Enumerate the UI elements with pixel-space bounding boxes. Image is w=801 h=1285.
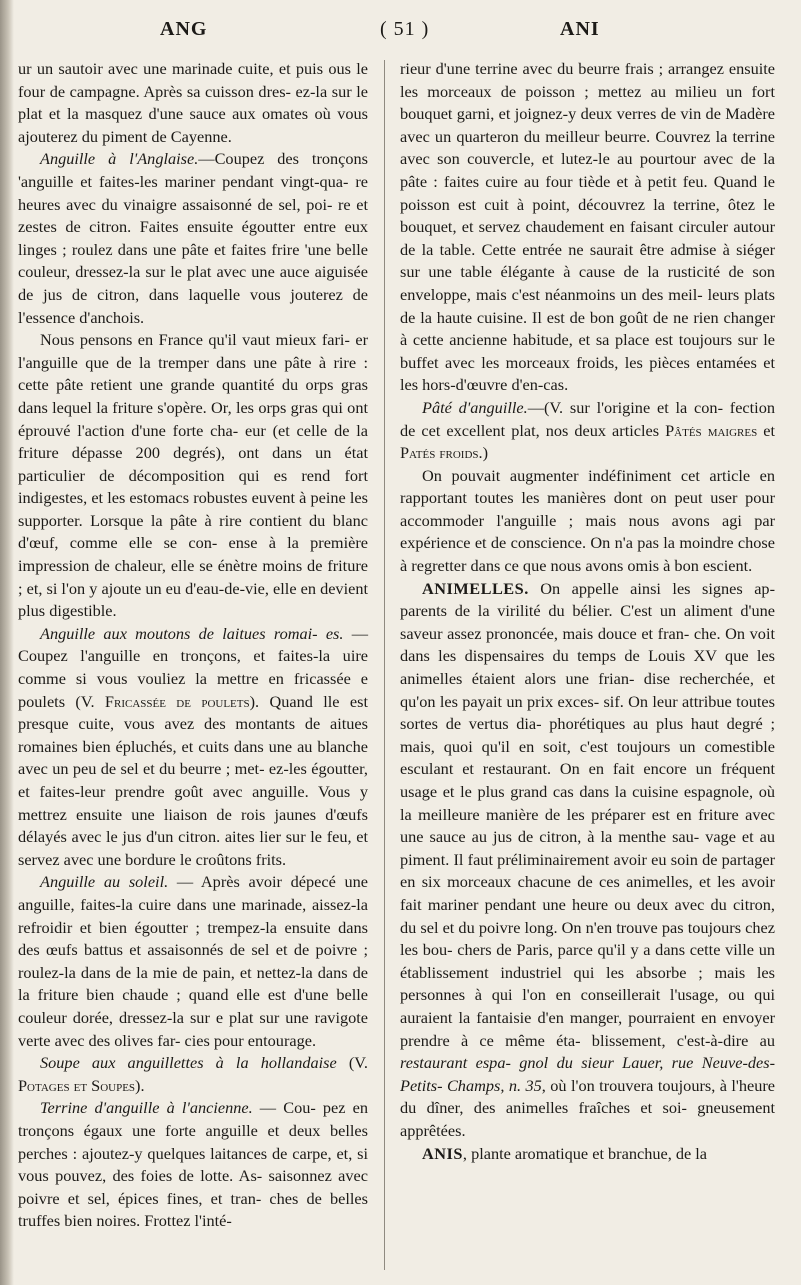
- cross-reference: Patés froids: [400, 443, 479, 463]
- right-column: [400, 58, 775, 1165]
- entry-text: , où l'on trouvera toujours, à l'heure du dîner, des animelles fraîches et soi- gneusement apprêtées.: [400, 1075, 776, 1140]
- entry-text: —Coupez des tronçons 'anguille et faites-les mariner pendant vingt-qua- re heures avec du vinaigre assaisonné de sel, poi- re et zestes de citron. Faites ensuite égoutter entre eux linges ; roulez dans une pâte et faites frire 'une belle couleur, dressez-la sur le plat avec une auce aiguisée de jus de citron, dans laquelle vous jouterez de l'essence d'anchois.: [18, 149, 368, 327]
- entry-text: , plante aromatique et branchue, de la: [462, 1143, 708, 1163]
- entry-text: (V.: [336, 1053, 368, 1073]
- entry-title: Terrine d'anguille à l'ancienne.: [40, 1098, 253, 1118]
- entry-italic-address: restaurant espa- gnol du sieur Lauer, rue Neuve-des-Petits- Champs, n. 35: [400, 1053, 775, 1095]
- entry-title: Anguille au soleil.: [40, 872, 169, 892]
- header-left-guide-word: ANG: [160, 18, 208, 40]
- entry-title: Anguille aux moutons de laitues romai- es.: [40, 623, 344, 643]
- entry-anis: [400, 1143, 775, 1166]
- page-binding-shadow: [0, 0, 14, 1285]
- entry-text: .): [478, 443, 489, 463]
- entry-text: On appelle ainsi les signes ap- parents de la virilité du bélier. C'est un aliment d'une saveur assez prononcée, mais douce et fran- che. On voit dans les dispensaires du temps de Louis XV que les animelles étaient alors une frian- dise recherchée, et qu'on les payait un prix exces- sif. On leur attribue toutes sortes de vertus dia- phorétiques au plus haut degré ; mais, quoi qu'il en soit, c'est toujours un comestible esculant et restaurant. On en fait encore un fréquent usage et le plus grand cas dans la cuisine espagnole, où la meilleure manière de les préparer est en friture avec une sauce au jus de citron, à la menthe sau- vage et au piment. Il faut préliminairement avoir eu soin de partager en six morceaux chacune de ces animelles, et les avoir fait mariner pendant une heure ou deux avec du citron, du sel et du poivre long. On n'en trouve pas toujours chez les bou- chers de Paris, parce qu'il y a dans cette ville un établissement industriel qui les absorbe ; mais les personnes à qui l'on en conseillerait l'usage, ou qui auraient la fantaisie d'en manger, pourraient en envoyer prendre à ce même éta- blissement, c'est-à-dire au: [400, 578, 775, 1050]
- entry-headword: ANIS: [422, 1143, 463, 1163]
- entry-soupe-anguillettes: [18, 1052, 368, 1097]
- entry-title: Pâté d'anguille.: [422, 397, 528, 417]
- entry-anguille-anglaise: [18, 148, 368, 329]
- header-right-guide-word: ANI: [560, 18, 600, 40]
- cross-reference: Potages et Soupes: [18, 1075, 136, 1095]
- entry-headword: ANIMELLES.: [422, 578, 529, 598]
- paragraph-text: Nous pensons en France qu'il vaut mieux fari- er l'anguille que de la tremper dans une pâte à rire : cette pâte retient une grande quantité du orps gras dans lequel la friture s'opère. Or, les orps gras qui ont éprouvé l'action d'une forte cha- eur (et celle de la friture dépasse 200 degrés), ont dans un état particulier de décomposition qui es rend fort indigestes, et les estomacs robustes euvent à peine les supporter. Lorsque la pâte à rire contient du blanc d'œuf, comme elle se con- ense à la première impression de chaleur, elle se énètre moins de friture ; et, si l'on y ajoute un eu d'eau-de-vie, elle en devient plus digestible.: [18, 330, 368, 621]
- entry-animelles: [400, 578, 775, 1143]
- entry-pate-anguille: [400, 397, 775, 465]
- paragraph-continuation: [400, 58, 775, 397]
- entry-text: — Après avoir dépecé une anguille, faites-la cuire dans une marinade, aissez-la refroidir et bien égoutter ; trempez-la ensuite dans des œufs battus et assaisonnés de sel et de poivre ; roulez-la dans de la mie de pain, et nettez-la dans de la friture bien chaude ; quand elle est d'une belle couleur dorée, dressez-la sur e plat sur une ravigote verte avec des olives far- cies pour entourage.: [18, 872, 369, 1050]
- entry-text: ).: [135, 1075, 145, 1095]
- running-header: [0, 18, 801, 50]
- paragraph-text: rieur d'une terrine avec du beurre frais ; arrangez ensuite les morceaux de poisson ; mettez au milieu un fort bouquet garni, et joignez-y deux verres de vin de Madère avec un quarteron du meilleur beurre. Couvrez la terrine avec son couvercle, et lutez-le au pourtour avec de la pâte : faites cuire au four tiède et à petit feu. Quand le poisson est cuit à point, découvrez la terrine, ôtez le bouquet, et servez chaudement en faisant circuler autour de la table. Cette entrée ne saurait être admise à siéger sur une table élégante à cause de la rusticité de son enveloppe, mais c'est néanmoins un des meil- leurs plats de la haute cuisine. Il est de bon goût de ne rien changer à cette ancienne habitude, et sa place est toujours sur le buffet avec les morceaux froids, les pièces entamées et les hors-d'œuvre d'en-cas.: [400, 59, 775, 395]
- paragraph-text: On pouvait augmenter indéfiniment cet article en rapportant toutes les manières dont on peut user pour accommoder l'anguille ; mais nous avons agi par expérience et de conscience. On n'a pas la moindre chose à regretter dans ce que nous avons omis à bon escient.: [400, 465, 775, 576]
- entry-text: ). Quand lle est presque cuite, vous avez des montants de aitues romaines bien épluchés, et cuits dans une au blanche avec un peu de sel et du beurre ; met- ez-les égoutter, et faites-leur prendre goût avec anguille. Vous y mettrez ensuite une liaison de rois jaunes d'œufs délayés avec le jus d'un citron. aites lier sur le feu, et servez avec une bordure le croûtons frits.: [18, 691, 368, 869]
- cross-reference: Fricassée de poulets: [104, 691, 250, 711]
- paragraph-conclusion: [400, 465, 775, 578]
- entry-anguille-soleil: [18, 871, 368, 1052]
- entry-title: Soupe aux anguillettes à la hollandaise: [40, 1053, 337, 1073]
- entry-text: —(V. sur l'origine et la con- fection de cet excellent plat, nos deux articles: [400, 397, 775, 440]
- cross-reference: Pâtés maigres: [665, 420, 758, 440]
- entry-text: — Coupez l'anguille en tronçons, et faites-la uire comme si vous vouliez la mettre en fricassée e poulets (V.: [18, 623, 368, 711]
- paragraph-friture: [18, 329, 368, 623]
- entry-title: Anguille à l'Anglaise.: [40, 149, 199, 169]
- paragraph-continuation: [18, 58, 368, 148]
- entry-anguille-laitues: [18, 623, 368, 872]
- column-divider: [384, 60, 385, 1270]
- left-column: [18, 58, 368, 1233]
- entry-text: — Cou- pez en tronçons égaux une forte anguille et deux belles perches : ajoutez-y quelques laitances de carpe, et, si vous pouvez, des foies de lotte. As- saisonnez avec poivre et sel, épices fines, et tran- ches de belles truffes bien noires. Frottez l'inté-: [18, 1098, 368, 1231]
- page-number: ( 51 ): [380, 18, 430, 40]
- entry-terrine-anguille: [18, 1097, 368, 1233]
- paragraph-text: ur un sautoir avec une marinade cuite, et puis ous le four de campagne. Après sa cuisson dres- ez-la sur le plat et la masquez d'une sauce aux omates où vous ajouterez du piment de Cayenne.: [18, 59, 368, 146]
- entry-text: et: [757, 420, 776, 440]
